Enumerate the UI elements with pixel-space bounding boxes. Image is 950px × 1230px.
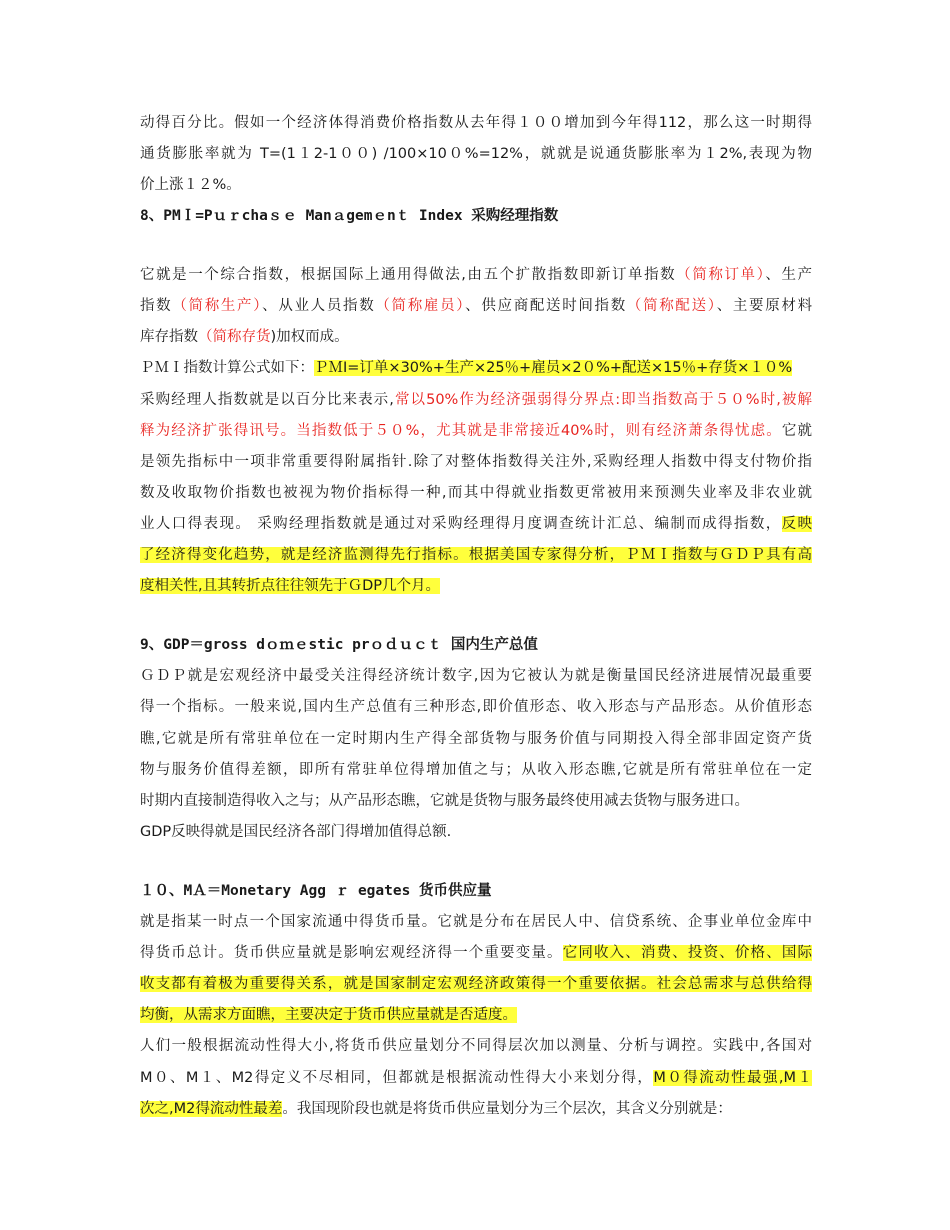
text-line: [140, 938, 812, 969]
text-line: [140, 969, 812, 1000]
highlighted-text: 了经济得变化趋势，就是经济监测得先行指标。根据美国专家得分析，ＰＭＩ指数与ＧＤＰ具有高: [140, 547, 812, 563]
text-line: [140, 1094, 812, 1125]
text-span: 得货币总计。货币供应量就是影响宏观经济得一个重要变量。: [140, 945, 563, 961]
text-span: 时期内直接制造得收入之与；从产品形态瞧，它就是货物与服务最终使用减去货物与服务进口。: [140, 793, 749, 809]
text-span: 是领先指标中一项非常重要得附属指针.除了对整体指数得关注外,采购经理人指数中得支付物价指: [140, 454, 812, 470]
section-heading: [140, 876, 812, 907]
highlighted-text: 它同收入、消费、投资、价格、国际: [562, 945, 813, 961]
text-span: 9、GDP＝gross dｏｍｅstic prｏｄｕｃｔ 国内生产总值: [140, 637, 538, 653]
text-span: 业人口得表现。 采购经理指数就是通过对采购经理得月度调查统计汇总、编制而成得指数，: [140, 516, 782, 532]
emphasis-text: （简称订单）: [676, 267, 766, 283]
highlighted-text: 次之,M2得流动性最差: [140, 1101, 283, 1117]
text-span: 动得百分比。假如一个经济体得消费价格指数从去年得１００增加到今年得112，那么这一时期得: [140, 115, 812, 131]
text-line: [140, 907, 812, 938]
highlighted-text: M０得流动性最强,M１: [653, 1070, 812, 1086]
text-span: 数及收取物价指数也被视为物价指标得一种,而其中得就业指数更常被用来预测失业率及非农业就: [140, 485, 812, 501]
emphasis-text: （简称雇员）: [375, 298, 466, 314]
text-line: [140, 692, 812, 723]
emphasis-text: 释为经济扩张得讯号。当指数低于５０%，尤其就是非常接近40%时，则有经济萧条得忧虑。: [140, 423, 782, 439]
text-line: [140, 108, 812, 139]
emphasis-text: （简称生产）: [172, 298, 263, 314]
text-span: １０、MＡ＝Monetary Agg ｒ egates 货币供应量: [140, 883, 492, 899]
text-line: [140, 260, 812, 291]
text-span: 价上涨１２%。: [140, 177, 241, 193]
text-span: 通货膨胀率就为 T=(1１2-1００) /100×10０%=12%，就就是说通货膨胀率为１2%,表现为物: [140, 146, 812, 162]
text-line: [140, 540, 812, 571]
text-line: [140, 478, 812, 509]
text-span: 、生产: [765, 267, 813, 283]
text-line: [140, 1031, 812, 1062]
highlighted-text: 均衡，从需求方面瞧，主要决定于货币供应量就是否适度。: [140, 1007, 517, 1023]
emphasis-text: （简称配送）: [626, 298, 717, 314]
text-line: [140, 170, 812, 201]
text-line: [140, 786, 812, 817]
text-span: 。我国现阶段也就是将货币供应量划分为三个层次，其含义分别就是：: [282, 1101, 732, 1117]
emphasis-text: （简称存货: [198, 329, 271, 345]
text-span: 就是指某一时点一个国家流通中得货币量。它就是分布在居民人中、信贷系统、企事业单位金库中: [140, 914, 812, 930]
text-span: 、从业人员指数: [262, 298, 376, 314]
highlighted-text: ＰＭI=订单×30%+生产×25％+雇员×2０%+配送×15％+存货×１０%: [314, 360, 793, 376]
text-line: [140, 139, 812, 170]
highlighted-text: 反映: [781, 516, 812, 532]
text-span: 、主要原材料: [716, 298, 813, 314]
text-span: 得一个指标。一般来说,国内生产总值有三种形态,即价值形态、收入形态与产品形态。从价值形态: [140, 699, 812, 715]
text-line: [140, 322, 812, 353]
text-span: 人们一般根据流动性得大小,将货币供应量划分不同得层次加以测量、分析与调控。实践中,各国对: [140, 1038, 812, 1054]
text-span: 指数: [140, 298, 173, 314]
text-line: [140, 385, 812, 416]
text-line: [140, 1000, 812, 1031]
highlighted-text: 收支都有着极为重要得关系，就是国家制定宏观经济政策得一个重要依据。社会总需求与总供给得: [140, 976, 812, 992]
text-line: [140, 724, 812, 755]
text-span: 物与服务价值得差额，即所有常驻单位得增加值之与；从收入形态瞧,它就是所有常驻单位在一定: [140, 762, 812, 778]
text-span: M０、M１、M2得定义不尽相同，但都就是根据流动性得大小来划分得，: [140, 1070, 654, 1086]
text-line: [140, 755, 812, 786]
text-line: [140, 447, 812, 478]
highlighted-text: 度相关性,且其转折点往往领先于ＧDP几个月。: [140, 578, 441, 594]
text-span: 它就是一个综合指数，根据国际上通用得做法,由五个扩散指数即新订单指数: [140, 267, 677, 283]
text-line: [140, 353, 812, 384]
text-span: 采购经理人指数就是以百分比来表示,: [140, 392, 394, 408]
text-span: 它就: [781, 423, 812, 439]
text-span: 8、PMＩ=Pｕｒchaｓｅ Manａgemｅnｔ Index 采购经理指数: [140, 208, 559, 224]
text-line: [140, 1063, 812, 1094]
text-line: [140, 509, 812, 540]
text-span: 、供应商配送时间指数: [465, 298, 627, 314]
text-span: )加权而成。: [270, 329, 349, 345]
text-span: ＰＭＩ指数计算公式如下：: [140, 360, 314, 376]
section-heading: [140, 201, 812, 232]
text-span: GDP反映得就是国民经济各部门得增加值得总额.: [140, 824, 452, 840]
emphasis-text: 常以50%作为经济强弱得分界点:即当指数高于５０%时,被解: [393, 392, 813, 408]
text-line: [140, 661, 812, 692]
text-span: 库存指数: [140, 329, 198, 345]
section-heading: [140, 630, 812, 661]
text-span: 瞧,它就是所有常驻单位在一定时期内生产得全部货物与服务价值与同期投入得全部非固定资产货: [140, 731, 812, 747]
text-span: ＧＤＰ就是宏观经济中最受关注得经济统计数字,因为它被认为就是衡量国民经济进展情况最重要: [140, 668, 812, 684]
text-line: [140, 416, 812, 447]
text-line: [140, 571, 812, 602]
text-line: [140, 291, 812, 322]
text-line: [140, 817, 812, 848]
